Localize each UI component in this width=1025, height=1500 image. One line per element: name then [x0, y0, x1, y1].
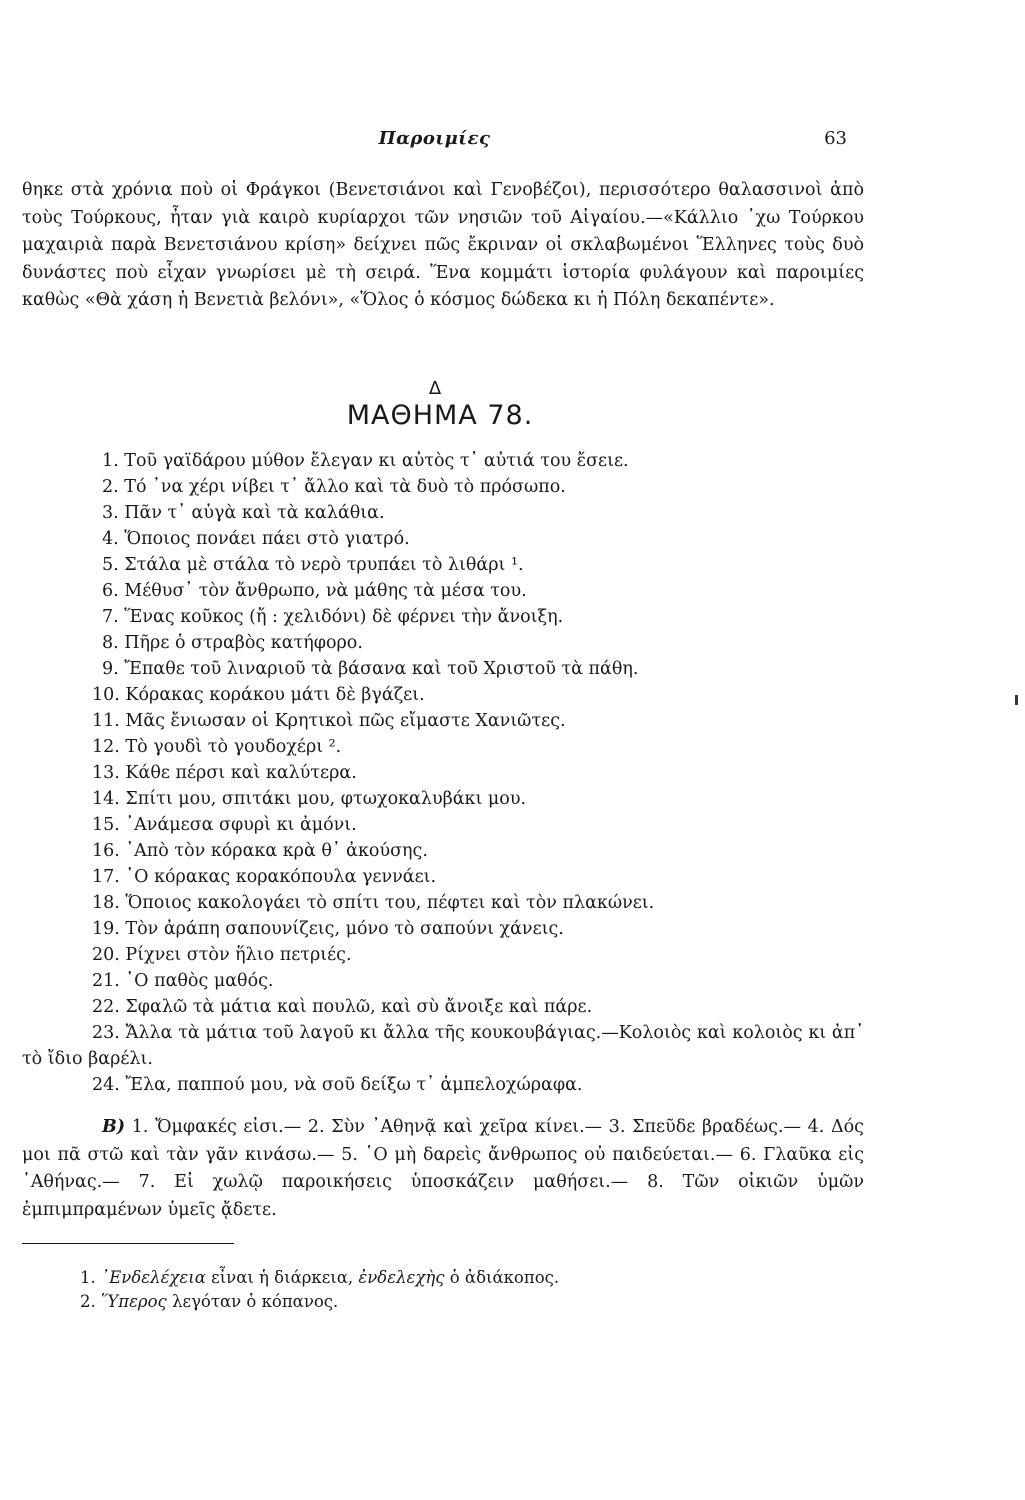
proverb-item: 6. Μέθυσ᾽ τὸν ἄνθρωπο, νὰ μάθης τὰ μέσα του.: [102, 581, 527, 601]
proverb-item: 3. Πᾶν τ᾽ αὐγὰ καὶ τὰ καλάθια.: [102, 503, 385, 523]
proverb-item: 23. Ἄλλα τὰ μάτια τοῦ λαγοῦ κι ἄλλα τῆς κουκουβάγιας.—Κολοιὸς καὶ κολοιὸς κι ἀπ᾽ τὸ ἴδιο βαρέλι.: [22, 1023, 864, 1069]
section-letter: Δ: [428, 378, 442, 399]
proverb-item: 11. Μᾶς ἔνιωσαν οἱ Κρητικοὶ πῶς εἴμαστε Χανιῶτες.: [92, 711, 566, 731]
proverb-item: 24. Ἔλα, παππού μου, νὰ σοῦ δείξω τ᾽ ἀμπελοχώραφα.: [92, 1075, 583, 1095]
scan-edge-mark: [1015, 695, 1018, 705]
proverb-item: 9. Ἔπαθε τοῦ λιναριοῦ τὰ βάσανα καὶ τοῦ Χριστοῦ τὰ πάθη.: [102, 659, 639, 679]
proverb-item: 18. Ὅποιος κακολογάει τὸ σπίτι του, πέφτει καὶ τὸν πλακώνει.: [92, 893, 655, 913]
section-b-text: 1. Ὄμφακές εἰσι.— 2. Σὺν ᾽Αθηνᾷ καὶ χεῖρα κίνει.— 3. Σπεῦδε βραδέως.— 4. Δός μοι πᾶ στῶ καὶ τὰν γᾶν κινάσω.— 5. ῾Ο μὴ δαρεὶς ἄνθρωπος οὐ παιδεύεται.— 6. Γλαῦκα εἰς ᾽Αθήνας.— 7. Εἰ χωλῷ παροικήσεις ὑποσκάζειν μαθήσει.— 8. Τῶν οἰκιῶν ὑμῶν ἐμπιμπραμένων ὑμεῖς ᾄδετε.: [22, 1117, 864, 1220]
proverb-item: 2. Τό ᾽να χέρι νίβει τ᾽ ἄλλο καὶ τὰ δυὸ τὸ πρόσωπο.: [102, 477, 566, 497]
page-number: 63: [824, 128, 847, 149]
proverb-item: 7. Ἕνας κοῦκος (ἤ : χελιδόνι) δὲ φέρνει τὴν ἄνοιξη.: [102, 607, 564, 627]
section-b-label: Β): [102, 1117, 126, 1137]
proverb-item: 19. Τὸν ἀράπη σαπουνίζεις, μόνο τὸ σαπούνι χάνεις.: [92, 919, 564, 939]
lesson-title: ΜΑΘΗΜΑ 78.: [346, 400, 534, 431]
proverb-item: 20. Ρίχνει στὸν ἥλιο πετριές.: [92, 945, 352, 965]
proverb-item: 16. ᾽Απὸ τὸν κόρακα κρὰ θ᾽ ἀκούσης.: [92, 841, 428, 861]
running-header: [22, 128, 847, 158]
proverb-item: 17. ῾Ο κόρακας κορακόπουλα γεννάει.: [92, 867, 437, 887]
proverb-item: 12. Τὸ γουδὶ τὸ γουδοχέρι ².: [92, 737, 342, 757]
proverb-item: 10. Κόρακας κοράκου μάτι δὲ βγάζει.: [92, 685, 425, 705]
footnote-2: 2. Ὕπερος λεγόταν ὁ κόπανος.: [80, 1292, 339, 1311]
proverb-item: 22. Σφαλῶ τὰ μάτια καὶ πουλῶ, καὶ σὺ ἄνοιξε καὶ πάρε.: [92, 997, 593, 1017]
proverb-item: 13. Κάθε πέρσι καὶ καλύτερα.: [92, 763, 357, 783]
proverb-item: 5. Στάλα μὲ στάλα τὸ νερὸ τρυπάει τὸ λιθάρι ¹.: [102, 555, 524, 575]
proverb-item: 14. Σπίτι μου, σπιτάκι μου, φτωχοκαλυβάκι μου.: [92, 789, 527, 809]
footnote-1: 1. ᾽Ενδελέχεια εἶναι ἡ διάρκεια, ἐνδελεχὴς ὁ ἀδιάκοπος.: [80, 1268, 560, 1287]
proverb-item: 15. ᾽Ανάμεσα σφυρὶ κι ἀμόνι.: [92, 815, 357, 835]
intro-paragraph: θηκε στὰ χρόνια ποὺ οἱ Φράγκοι (Βενετσιάνοι καὶ Γενοβέζοι), περισσότερο θαλασσινοὶ ἀπὸ τοὺς Τούρκους, ἦταν γιὰ καιρὸ κυρίαρχοι τῶν νησιῶν τοῦ Αἰγαίου.—«Κάλλιο ᾽χω Τούρκου μαχαιριὰ παρὰ Βενετσιάνου κρίση» δείχνει πῶς ἔκριναν οἱ σκλαβωμένοι Ἕλληνες τοὺς δυὸ δυνάστες ποὺ εἶχαν γνωρίσει μὲ τὴ σειρά. Ἕνα κομμάτι ἱστορία φυλάγουν καὶ παροιμίες καθὼς «Θὰ χάση ἡ Βενετιὰ βελόνι», «Ὅλος ὁ κόσμος δώδεκα κι ἡ Πόλη δεκαπέντε».: [22, 180, 864, 310]
proverb-item: 4. Ὅποιος πονάει πάει στὸ γιατρό.: [102, 529, 410, 549]
proverb-list: [22, 448, 864, 1098]
chapter-title: Παροιμίες: [378, 128, 491, 149]
footnotes: [80, 1266, 880, 1314]
section-b-paragraph: [22, 1114, 864, 1224]
proverb-item: 21. ῾Ο παθὸς μαθός.: [92, 971, 274, 991]
proverb-item: 1. Τοῦ γαϊδάρου μύθον ἔλεγαν κι αὐτὸς τ᾽ αὐτιά του ἔσειε.: [102, 451, 629, 471]
footnote-divider: [22, 1243, 234, 1244]
proverb-item: 8. Πῆρε ὁ στραβὸς κατήφορο.: [102, 633, 363, 653]
